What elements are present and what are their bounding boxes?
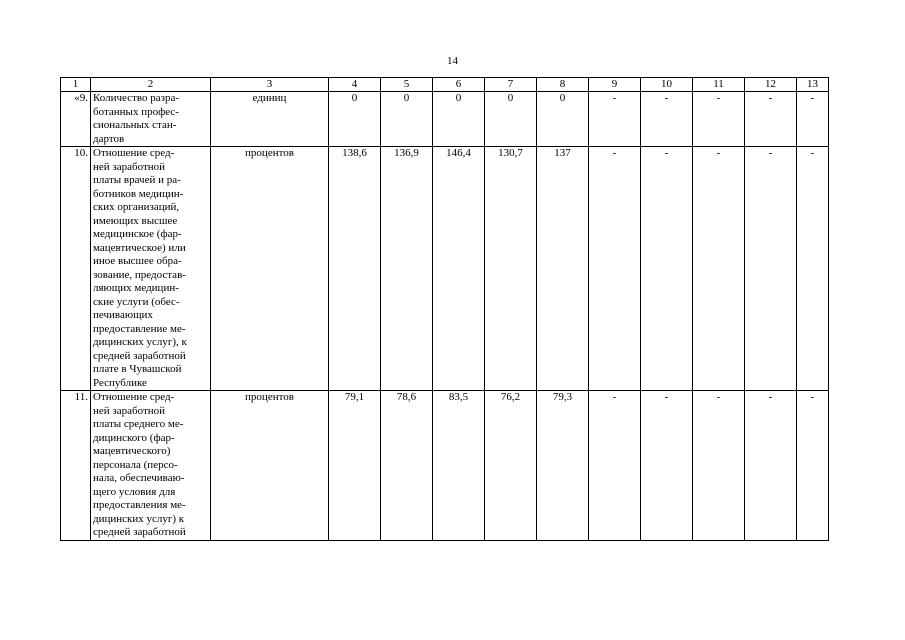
description-line: ботников медицин-	[93, 187, 184, 200]
indicator-description	[91, 147, 211, 391]
value-cell: 0	[485, 92, 537, 147]
description-line: Отношение сред-	[93, 147, 175, 159]
description-line: медицинское (фар-	[93, 228, 182, 240]
indicator-description	[91, 391, 211, 541]
value-cell: -	[589, 92, 641, 147]
column-header-8: 8	[537, 78, 589, 92]
value-cell: 76,2	[485, 391, 537, 541]
description-line: средней заработной	[93, 349, 186, 362]
indicators-table	[60, 77, 829, 541]
value-cell: 79,1	[329, 391, 381, 541]
description-line: дицинского (фар-	[93, 431, 175, 444]
description-line: ляющих медицин-	[93, 282, 179, 294]
row-number: 10.	[61, 147, 91, 391]
description-line: дицинских услуг) к	[93, 512, 185, 525]
row-number: 11.	[61, 391, 91, 541]
value-cell: -	[589, 391, 641, 541]
value-cell: -	[797, 92, 829, 147]
description-line: персонала (персо-	[93, 458, 178, 471]
value-cell: 138,6	[329, 147, 381, 391]
table-row	[61, 391, 829, 541]
table-row	[61, 92, 829, 147]
unit-of-measure: процентов	[211, 147, 329, 391]
page-number: 14	[447, 55, 458, 67]
value-cell: -	[589, 147, 641, 391]
column-header-12: 12	[745, 78, 797, 92]
table-row	[61, 147, 829, 391]
description-line: средней заработной	[93, 526, 186, 538]
value-cell: -	[745, 391, 797, 541]
description-line: ских организаций,	[93, 201, 180, 213]
column-header-4: 4	[329, 78, 381, 92]
description-line: Отношение сред-	[93, 391, 175, 403]
description-line: ботанных профес-	[93, 105, 179, 118]
description-line: Количество разра-	[93, 92, 180, 104]
value-cell: 146,4	[433, 147, 485, 391]
description-line: дартов	[93, 132, 125, 145]
description-line: плате в Чувашской	[93, 363, 182, 375]
column-header-6: 6	[433, 78, 485, 92]
table-header-row	[61, 78, 829, 92]
value-cell: 136,9	[381, 147, 433, 391]
value-cell: -	[693, 391, 745, 541]
unit-of-measure: процентов	[211, 391, 329, 541]
value-cell: 0	[433, 92, 485, 147]
description-line: мацевтического)	[93, 445, 171, 457]
value-cell: 0	[381, 92, 433, 147]
column-header-11: 11	[693, 78, 745, 92]
description-line: платы среднего ме-	[93, 418, 184, 430]
description-line: печивающих	[93, 309, 153, 321]
description-line: зование, предостав-	[93, 268, 186, 281]
column-header-5: 5	[381, 78, 433, 92]
description-line: щего условия для	[93, 485, 176, 498]
value-cell: -	[745, 92, 797, 147]
value-cell: -	[797, 391, 829, 541]
description-line: Республике	[93, 376, 147, 389]
column-header-1: 1	[61, 78, 91, 92]
value-cell: -	[797, 147, 829, 391]
value-cell: -	[641, 92, 693, 147]
column-header-2: 2	[91, 78, 211, 92]
value-cell: 78,6	[381, 391, 433, 541]
column-header-7: 7	[485, 78, 537, 92]
description-line: платы врачей и ра-	[93, 174, 181, 186]
value-cell: 0	[537, 92, 589, 147]
value-cell: 0	[329, 92, 381, 147]
column-header-13: 13	[797, 78, 829, 92]
row-number: «9.	[61, 92, 91, 147]
description-line: мацевтическое) или	[93, 241, 186, 254]
description-line: имеющих высшее	[93, 214, 178, 227]
value-cell: -	[693, 92, 745, 147]
value-cell: 137	[537, 147, 589, 391]
description-line: дицинских услуг), к	[93, 336, 187, 348]
column-header-9: 9	[589, 78, 641, 92]
unit-of-measure: единиц	[211, 92, 329, 147]
description-line: ские услуги (обес-	[93, 295, 180, 308]
value-cell: -	[641, 147, 693, 391]
value-cell: -	[693, 147, 745, 391]
column-header-10: 10	[641, 78, 693, 92]
indicator-description	[91, 92, 211, 147]
description-line: предоставление ме-	[93, 322, 186, 335]
description-line: нала, обеспечиваю-	[93, 472, 185, 484]
value-cell: -	[745, 147, 797, 391]
description-line: предоставления ме-	[93, 499, 186, 511]
description-line: ней заработной	[93, 404, 166, 417]
description-line: ней заработной	[93, 160, 166, 173]
value-cell: 79,3	[537, 391, 589, 541]
value-cell: 130,7	[485, 147, 537, 391]
description-line: сиональных стан-	[93, 119, 177, 131]
column-header-3: 3	[211, 78, 329, 92]
value-cell: -	[641, 391, 693, 541]
description-line: иное высшее обра-	[93, 255, 182, 267]
value-cell: 83,5	[433, 391, 485, 541]
